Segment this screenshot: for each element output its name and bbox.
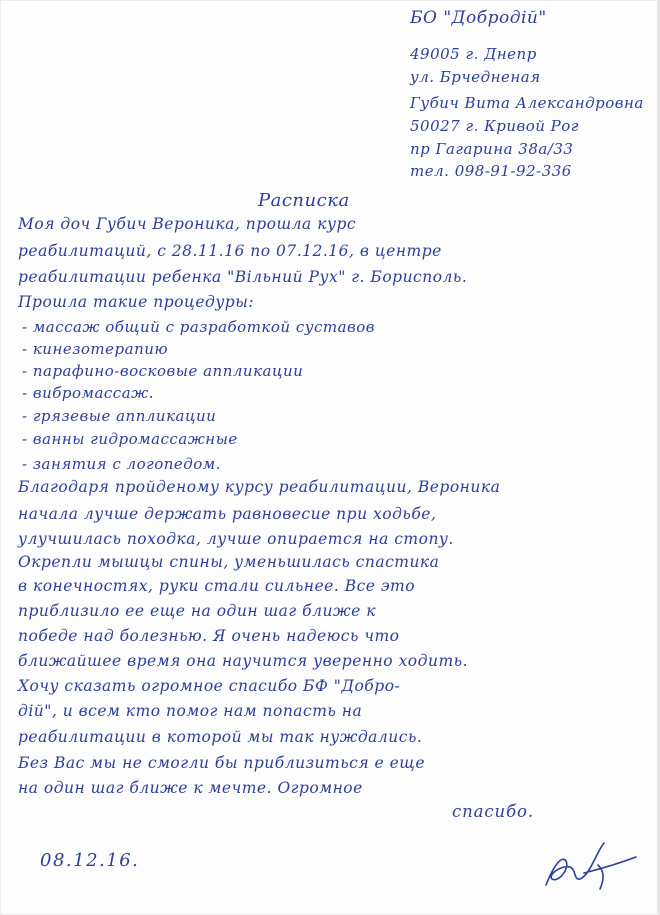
procedure-item: - вибромассаж. (22, 384, 154, 402)
sender-phone: тел. 098-91-92-336 (410, 162, 572, 180)
paragraph2-line: на один шаг ближе к мечте. Огромное (18, 779, 363, 797)
paragraph2-line: ближайшее время она научится уверенно ходить. (18, 652, 469, 670)
paragraph2-line: приблизило ее еще на один шаг ближе к (18, 602, 376, 620)
thanks-word: спасибо. (452, 802, 535, 821)
sender-avenue: пр Гагарина 38а/33 (410, 140, 574, 158)
paragraph2-line: дій", и всем кто помог нам попасть на (18, 702, 363, 720)
document-date: 08.12.16. (40, 850, 140, 871)
org-city: 49005 г. Днепр (410, 45, 537, 63)
org-name: БО "Добродій" (410, 8, 547, 28)
procedure-item: - ванны гидромассажные (22, 430, 238, 448)
paragraph2-line: Окрепли мышцы спины, уменьшилась спастика (18, 553, 440, 571)
org-street: ул. Брчедненая (410, 68, 541, 86)
paragraph2-line: Хочу сказать огромное спасибо БФ "Добро- (18, 677, 401, 695)
paragraph2-line: победе над болезнью. Я очень надеюсь что (18, 627, 400, 645)
paragraph2-line: Благодаря пройденому курсу реабилитации, Вероника (18, 478, 501, 496)
paragraph1-line: реабилитации ребенка "Вільний Рух" г. Борисполь. (18, 268, 468, 286)
procedure-item: - массаж общий с разработкой суставов (22, 318, 375, 336)
procedure-item: - кинезотерапию (22, 340, 169, 358)
paragraph1-line: реабилитаций, с 28.11.16 по 07.12.16, в центре (18, 242, 442, 260)
sender-name: Губич Вита Александровна (410, 94, 644, 112)
sender-city: 50027 г. Кривой Рог (410, 117, 579, 135)
procedure-item: - парафино-восковые аппликации (22, 362, 304, 380)
paragraph2-line: реабилитации в которой мы так нуждались. (18, 728, 423, 746)
paragraph2-line: в конечностях, руки стали сильнее. Все это (18, 577, 416, 595)
paragraph2-line: начала лучше держать равновесие при ходьбе, (18, 505, 437, 523)
procedure-item: - грязевые аппликации (22, 407, 217, 425)
procedure-item: - занятия с логопедом. (22, 455, 221, 473)
paragraph2-line: Без Вас мы не смогли бы приблизиться е еще (18, 754, 425, 772)
paragraph1-line: Прошла такие процедуры: (18, 293, 255, 311)
paragraph2-line: улучшилась походка, лучше опирается на стопу. (18, 530, 454, 548)
signature (540, 835, 640, 895)
paragraph1-line: Моя доч Губич Вероника, прошла курс (18, 215, 357, 233)
document-title: Расписка (258, 190, 350, 211)
